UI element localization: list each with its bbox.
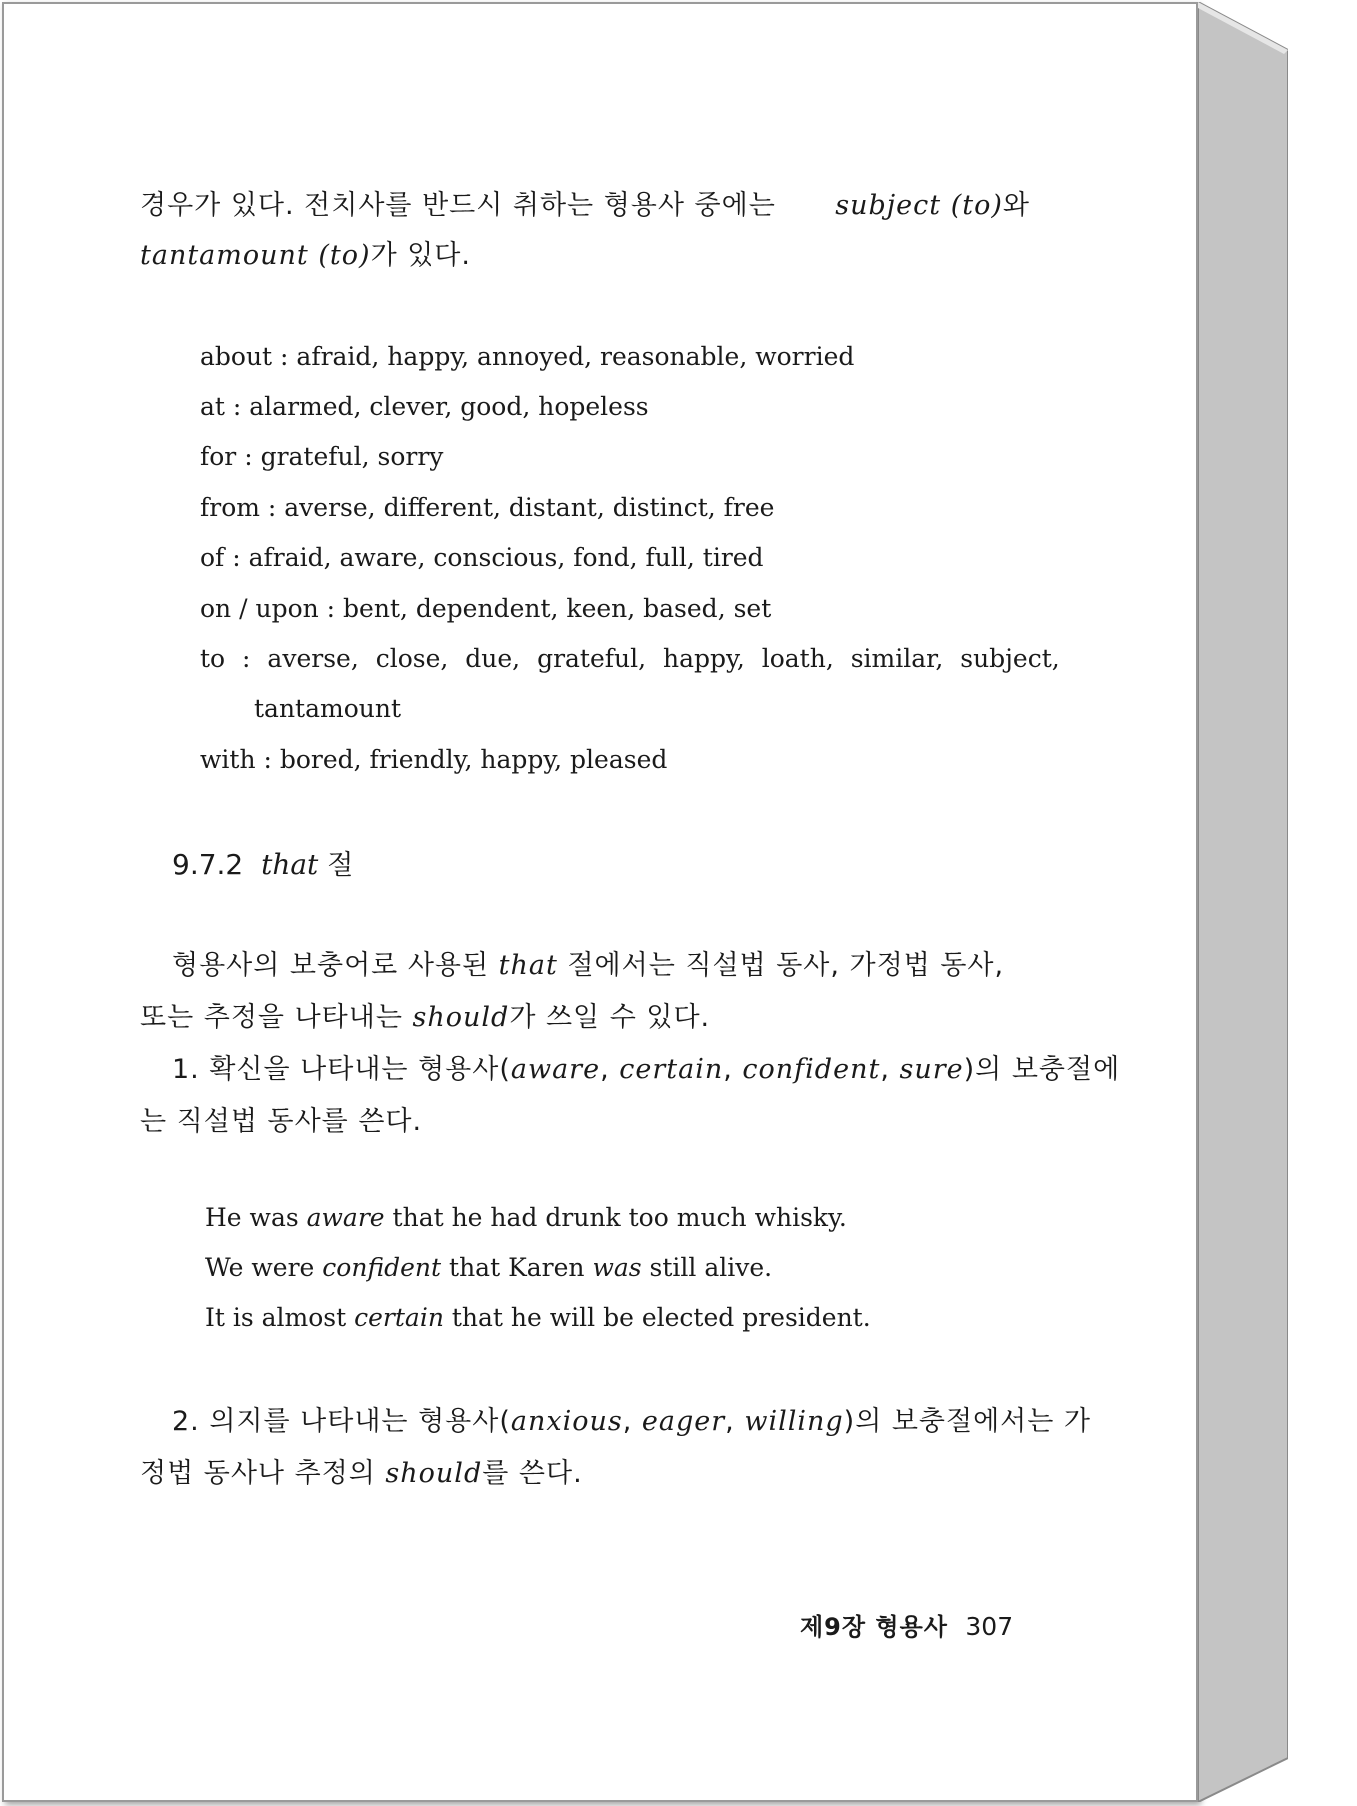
item1-line-1 xyxy=(172,1054,1120,1086)
intro-italic-subject: subject xyxy=(835,190,942,221)
prep-list-item: for : grateful, sorry xyxy=(200,442,444,471)
item1-text: , xyxy=(600,1054,620,1085)
example-sentence xyxy=(205,1303,871,1333)
prep-list-item: at : alarmed, clever, good, hopeless xyxy=(200,392,649,421)
intro-line-1 xyxy=(140,190,1030,222)
item2-text: , xyxy=(725,1406,745,1437)
item1-text: 1. 확신을 나타내는 형용사( xyxy=(172,1054,511,1085)
item2-text: 2. 의지를 나타내는 형용사( xyxy=(172,1406,511,1437)
intro-text: 경우가 있다. 전치사를 반드시 취하는 형용사 중에는 xyxy=(140,190,776,221)
item1-line-2: 는 직설법 동사를 쓴다. xyxy=(140,1106,423,1137)
example-text: It is almost xyxy=(205,1303,355,1332)
section-title-en: that xyxy=(261,848,319,881)
item2-text: 를 쓴다. xyxy=(482,1458,583,1489)
item2-italic: willing xyxy=(744,1406,844,1437)
prep-list-item: with : bored, friendly, happy, pleased xyxy=(200,745,668,774)
intro-text-wa: 와 xyxy=(1002,190,1030,221)
item2-text: )의 보충절에서는 가 xyxy=(843,1406,1092,1437)
para1-text: 형용사의 보충어로 사용된 xyxy=(172,950,490,981)
prep-list-item: on / upon : bent, dependent, keen, based, set xyxy=(200,594,772,623)
section-title-kr: 절 xyxy=(327,850,355,881)
page-number: 307 xyxy=(965,1612,1014,1641)
para1-text: 절에서는 직설법 동사, 가정법 동사, xyxy=(567,950,1005,981)
intro-italic-to-2: (to) xyxy=(318,240,371,271)
para1-line-2 xyxy=(140,1002,710,1034)
page-footer xyxy=(800,1612,1013,1642)
para1-text: 가 쓰일 수 있다. xyxy=(509,1002,711,1033)
example-italic: certain xyxy=(354,1303,444,1332)
para1-italic-should: should xyxy=(412,1002,510,1033)
prep-list-item: of : afraid, aware, conscious, fond, full, tired xyxy=(200,543,764,572)
book-side-edge xyxy=(1198,2,1288,1802)
example-text: We were xyxy=(205,1253,323,1282)
intro-line-2 xyxy=(140,240,471,272)
item1-text: )의 보충절에 xyxy=(963,1054,1121,1085)
item2-text: , xyxy=(622,1406,642,1437)
example-text: that Karen xyxy=(441,1253,593,1282)
item2-line-2 xyxy=(140,1458,583,1490)
item1-italic: aware xyxy=(510,1054,601,1085)
item1-text: , xyxy=(723,1054,743,1085)
prep-list-item: from : averse, different, distant, distinct, free xyxy=(200,493,775,522)
item1-italic: sure xyxy=(899,1054,964,1085)
example-text: He was xyxy=(205,1203,307,1232)
item1-text: , xyxy=(880,1054,900,1085)
example-sentence xyxy=(205,1253,772,1283)
example-text: still alive. xyxy=(641,1253,773,1282)
para1-line-1 xyxy=(172,950,1004,982)
example-text: that he will be elected president. xyxy=(443,1303,871,1332)
prep-list-item: about : afraid, happy, annoyed, reasonable, worried xyxy=(200,342,855,371)
example-italic: aware xyxy=(306,1203,385,1232)
example-text: that he had drunk too much whisky. xyxy=(384,1203,847,1232)
intro-italic-to: (to) xyxy=(950,190,1003,221)
item2-line-1 xyxy=(172,1406,1091,1438)
item2-italic: eager xyxy=(641,1406,726,1437)
para1-italic-that: that xyxy=(498,950,558,981)
intro-text-end: 가 있다. xyxy=(370,240,471,271)
para1-text: 또는 추정을 나타내는 xyxy=(140,1002,403,1033)
section-number: 9.7.2 xyxy=(172,848,244,881)
intro-italic-tantamount: tantamount xyxy=(140,240,309,271)
prep-list-item: to : averse, close, due, grateful, happy, loath, similar, subject, xyxy=(200,644,1060,673)
book-side-shape xyxy=(1198,2,1288,1802)
item2-italic: anxious xyxy=(510,1406,623,1437)
example-italic: was xyxy=(592,1253,642,1282)
item2-italic-should: should xyxy=(385,1458,483,1489)
example-italic: confident xyxy=(322,1253,442,1282)
section-heading xyxy=(172,848,354,882)
item1-italic: confident xyxy=(742,1054,881,1085)
example-sentence xyxy=(205,1203,847,1233)
prep-list-item-continued: tantamount xyxy=(254,694,402,723)
item1-italic: certain xyxy=(619,1054,724,1085)
item2-text: 정법 동사나 추정의 xyxy=(140,1458,376,1489)
footer-chapter: 제9장 형용사 xyxy=(800,1613,948,1641)
